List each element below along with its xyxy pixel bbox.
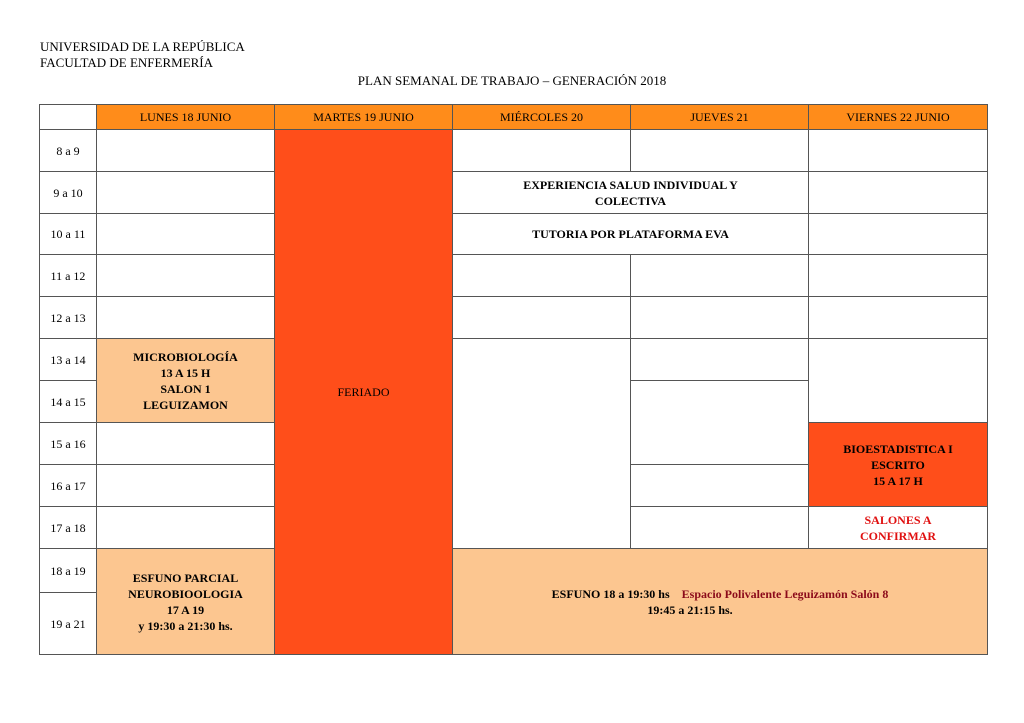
salones-line-2: CONFIRMAR: [860, 528, 936, 543]
empty-cell: [97, 130, 275, 172]
empty-cell: [453, 339, 631, 549]
bio-line-1: BIOESTADISTICA I: [843, 441, 953, 456]
esfuno-parcial-cell: [97, 549, 275, 655]
time-cell: 9 a 10: [40, 172, 97, 214]
time-cell: 10 a 11: [40, 214, 97, 255]
empty-cell: [97, 297, 275, 339]
table-row: [40, 214, 988, 255]
empty-cell: [631, 381, 809, 465]
empty-cell: [453, 297, 631, 339]
empty-cell: [97, 172, 275, 214]
empty-cell: [631, 339, 809, 381]
esfuno-parcial-line-3: 17 A 19: [166, 602, 205, 617]
bio-line-3: 15 A 17 H: [873, 473, 923, 488]
table-row: [40, 130, 988, 172]
time-cell: 13 a 14: [40, 339, 97, 381]
bio-line-2: ESCRITO: [871, 457, 925, 472]
micro-line-4: LEGUIZAMON: [143, 397, 228, 412]
page-title: PLAN SEMANAL DE TRABAJO – GENERACIÓN 2018: [357, 73, 667, 88]
time-cell: 18 a 19: [40, 549, 97, 593]
table-row: [40, 297, 988, 339]
day-header-monday: LUNES 18 JUNIO: [97, 105, 275, 130]
esfuno-line-1: [453, 586, 987, 602]
table-row: [40, 172, 988, 214]
schedule-table: [39, 104, 988, 655]
empty-cell: [809, 255, 988, 297]
empty-cell: [97, 423, 275, 465]
salones-line-1: SALONES A: [864, 512, 932, 527]
university-name: UNIVERSIDAD DE LA REPÚBLICA: [40, 39, 245, 54]
table-row: [40, 549, 988, 593]
empty-cell: [453, 255, 631, 297]
empty-cell: [453, 130, 631, 172]
empty-cell: [97, 214, 275, 255]
empty-cell: [809, 297, 988, 339]
table-header-row: [40, 105, 988, 130]
esfuno-parcial-line-2: NEUROBIOOLOGIA: [128, 586, 243, 601]
esfuno-line-2: 19:45 a 21:15 hs.: [647, 602, 733, 617]
empty-cell: [631, 130, 809, 172]
day-header-wednesday: MIÉRCOLES 20: [453, 105, 631, 130]
salones-cell: [809, 507, 988, 549]
esfuno-location: Espacio Polivalente Leguizamón Salón 8: [681, 586, 889, 601]
table-row: [40, 255, 988, 297]
empty-cell: [631, 465, 809, 507]
microbiologia-cell: [97, 339, 275, 423]
experiencia-line-1: EXPERIENCIA SALUD INDIVIDUAL Y: [523, 177, 738, 192]
empty-cell: [97, 465, 275, 507]
empty-cell: [631, 255, 809, 297]
time-cell: 11 a 12: [40, 255, 97, 297]
micro-line-3: SALON 1: [160, 381, 211, 396]
table-row: [40, 339, 988, 381]
time-cell: 16 a 17: [40, 465, 97, 507]
empty-cell: [809, 339, 988, 423]
corner-cell: [40, 105, 97, 130]
esfuno-cell: [453, 549, 988, 655]
micro-line-2: 13 A 15 H: [160, 365, 211, 380]
esfuno-parcial-line-4: y 19:30 a 21:30 hs.: [138, 618, 233, 633]
micro-line-1: MICROBIOLOGÍA: [133, 349, 238, 364]
empty-cell: [631, 297, 809, 339]
time-cell: 19 a 21: [40, 593, 97, 655]
empty-cell: [809, 214, 988, 255]
bioestadistica-cell: [809, 423, 988, 507]
esfuno-time-1: ESFUNO 18 a 19:30 hs: [551, 586, 670, 601]
experiencia-cell: [453, 172, 809, 214]
time-cell: 15 a 16: [40, 423, 97, 465]
empty-cell: [97, 255, 275, 297]
faculty-name: FACULTAD DE ENFERMERÍA: [40, 55, 214, 70]
experiencia-line-2: COLECTIVA: [594, 193, 667, 208]
time-cell: 8 a 9: [40, 130, 97, 172]
day-header-friday: VIERNES 22 JUNIO: [809, 105, 988, 130]
day-header-tuesday: MARTES 19 JUNIO: [275, 105, 453, 130]
esfuno-parcial-line-1: ESFUNO PARCIAL: [132, 570, 239, 585]
holiday-cell: FERIADO: [275, 130, 453, 655]
empty-cell: [97, 507, 275, 549]
time-cell: 17 a 18: [40, 507, 97, 549]
tutoria-cell: TUTORIA POR PLATAFORMA EVA: [453, 214, 809, 255]
day-header-thursday: JUEVES 21: [631, 105, 809, 130]
empty-cell: [631, 507, 809, 549]
time-cell: 12 a 13: [40, 297, 97, 339]
empty-cell: [809, 172, 988, 214]
time-cell: 14 a 15: [40, 381, 97, 423]
empty-cell: [809, 130, 988, 172]
